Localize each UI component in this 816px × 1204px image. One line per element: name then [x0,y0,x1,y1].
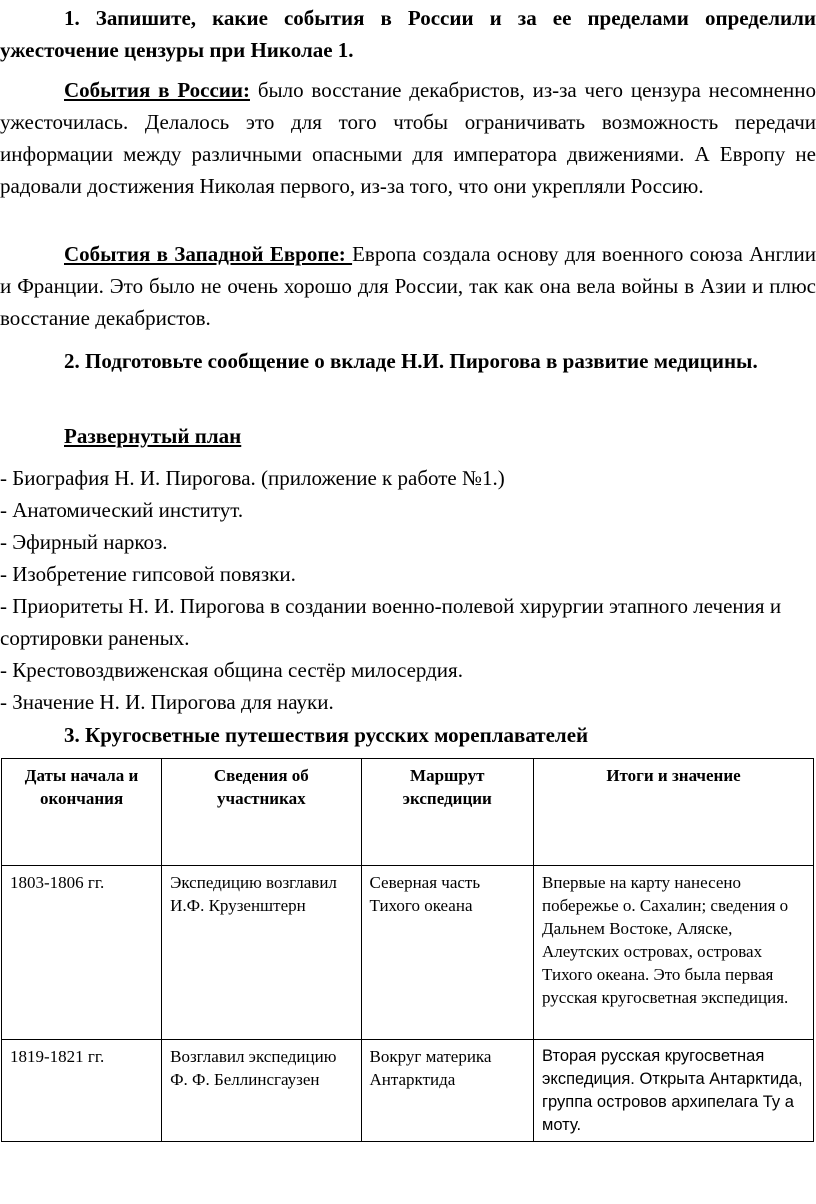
cell-dates: 1819-1821 гг. [2,1040,162,1142]
table-row [2,1040,814,1142]
russia-events-text: было восстание декабристов, из-за чего цензура несомненно ужесточилась. Делалось это для того чтобы ограничивать возможность передачи информации между различными опасными для императора движениями. А Европу не радовали достижения Николая первого, из-за того, что они укрепляли Россию. [0,78,816,198]
europe-events-label: События в Западной Европе: [64,242,353,266]
question-1-title: 1. Запишите, какие события в России и за ее пределами определили ужесточение цензуры при Николае 1. [0,6,816,62]
cell-participants: Возглавил экспедицию Ф. Ф. Беллинсгаузен [162,1040,361,1142]
plan-item: - Значение Н. И. Пирогова для науки. [0,690,334,714]
russia-events-paragraph [0,74,816,202]
plan-item: - Изобретение гипсовой повязки. [0,562,296,586]
voyages-table [1,758,814,1142]
cell-results: Вторая русская кругосветная экспедиция. Открыта Антарктида, группа островов архипелага Ту а моту. [534,1040,814,1142]
header-route: Маршрут экспедиции [361,759,534,866]
plan-item: - Крестовоздвиженская община сестёр милосердия. [0,658,463,682]
plan-item: - Приоритеты Н. И. Пирогова в создании военно-полевой хирургии этапного лечения и сортировки раненых. [0,594,782,650]
plan-list [0,462,816,718]
europe-events-paragraph [0,238,816,334]
cell-route: Вокруг материка Антарктида [361,1040,534,1142]
header-dates: Даты начала и окончания [2,759,162,866]
cell-participants: Экспедицию возглавил И.Ф. Крузенштерн [162,866,361,1040]
table-header-row [2,759,814,866]
europe-events-text: Европа создала основу для военного союза Англии и Франции. Это было не очень хорошо для России, так как она вела войны в Азии и плюс восстание декабристов. [0,242,816,330]
cell-results: Впервые на карту нанесено побережье о. Сахалин; сведения о Дальнем Востоке, Аляске, Алеутских островах, островах Тихого океана. Это была первая русская кругосветная экспедиция. [534,866,814,1040]
cell-dates: 1803-1806 гг. [2,866,162,1040]
table-row [2,866,814,1040]
header-participants: Сведения об участниках [162,759,361,866]
cell-route: Северная часть Тихого океана [361,866,534,1040]
question-3-title: 3. Кругосветные путешествия русских мореплавателей [64,723,589,747]
question-2-title: 2. Подготовьте сообщение о вкладе Н.И. Пирогова в развитие медицины. [64,349,758,373]
plan-item: - Эфирный наркоз. [0,530,168,554]
russia-events-label: События в России: [64,78,250,102]
header-results: Итоги и значение [534,759,814,866]
plan-item: - Биография Н. И. Пирогова. (приложение к работе №1.) [0,466,505,490]
plan-label: Развернутый план [64,424,242,448]
plan-item: - Анатомический институт. [0,498,244,522]
